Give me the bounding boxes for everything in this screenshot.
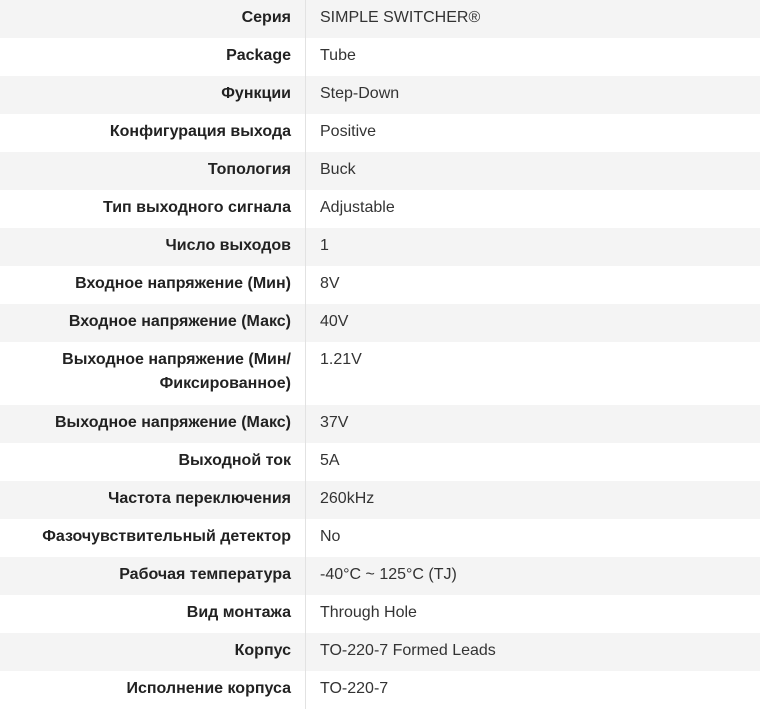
spec-label: Рабочая температура [0,557,306,595]
spec-value: TO-220-7 Formed Leads [306,633,760,671]
spec-row-topology [0,152,760,190]
spec-row-output-voltage-min-fixed [0,342,760,405]
spec-label: Выходное напряжение (Макс) [0,405,306,443]
spec-row-number-of-outputs [0,228,760,266]
spec-row-package [0,38,760,76]
spec-label: Входное напряжение (Мин) [0,266,306,304]
spec-value: 260kHz [306,481,760,519]
spec-value: No [306,519,760,557]
spec-row-output-voltage-max [0,405,760,443]
spec-label: Входное напряжение (Макс) [0,304,306,342]
spec-label: Частота переключения [0,481,306,519]
spec-value: Buck [306,152,760,190]
spec-value: 1.21V [306,342,760,405]
spec-label: Выходное напряжение (Мин/ Фиксированное) [0,342,306,405]
spec-value: TO-220-7 [306,671,760,709]
spec-value: -40°C ~ 125°C (TJ) [306,557,760,595]
spec-label: Конфигурация выхода [0,114,306,152]
spec-value: Step-Down [306,76,760,114]
spec-label: Фазочувствительный детектор [0,519,306,557]
spec-value: 8V [306,266,760,304]
spec-value: 1 [306,228,760,266]
spec-value: Positive [306,114,760,152]
spec-value: 40V [306,304,760,342]
spec-row-supplier-device-package [0,671,760,709]
spec-label: Топология [0,152,306,190]
spec-label: Исполнение корпуса [0,671,306,709]
spec-row-mounting-type [0,595,760,633]
spec-row-input-voltage-min [0,266,760,304]
spec-row-synchronous-rectifier [0,519,760,557]
spec-value: Adjustable [306,190,760,228]
spec-row-functions [0,76,760,114]
spec-value: SIMPLE SWITCHER® [306,0,760,38]
spec-label: Серия [0,0,306,38]
spec-label: Package [0,38,306,76]
spec-label: Тип выходного сигнала [0,190,306,228]
spec-row-package-case [0,633,760,671]
spec-row-output-configuration [0,114,760,152]
spec-row-input-voltage-max [0,304,760,342]
spec-row-output-type [0,190,760,228]
spec-label: Число выходов [0,228,306,266]
spec-row-operating-temperature [0,557,760,595]
spec-label: Выходной ток [0,443,306,481]
spec-value: 5A [306,443,760,481]
spec-row-series [0,0,760,38]
spec-row-output-current [0,443,760,481]
spec-value: Tube [306,38,760,76]
spec-label: Корпус [0,633,306,671]
spec-label: Вид монтажа [0,595,306,633]
spec-value: 37V [306,405,760,443]
spec-row-switching-frequency [0,481,760,519]
spec-label: Функции [0,76,306,114]
spec-value: Through Hole [306,595,760,633]
